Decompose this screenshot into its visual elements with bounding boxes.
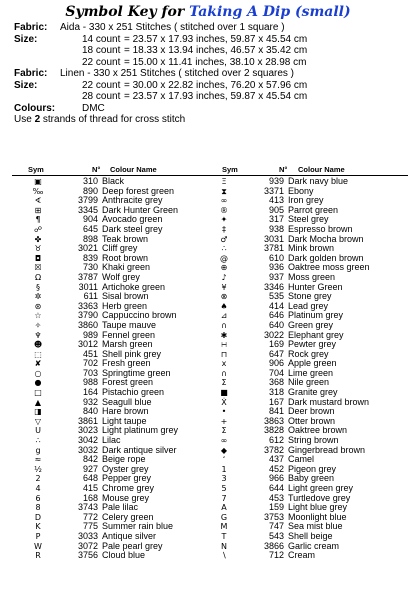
dmc-number: 645 bbox=[82, 223, 98, 234]
dmc-number: 159 bbox=[268, 502, 284, 513]
strands-post: strands of thread for cross stitch bbox=[40, 114, 186, 125]
colour-name: Baby green bbox=[288, 473, 335, 484]
colour-name: Shell beige bbox=[288, 530, 333, 541]
dmc-number: 167 bbox=[268, 396, 284, 407]
dmc-number: 310 bbox=[82, 176, 98, 186]
symbol-icon: ☒ bbox=[34, 263, 42, 273]
colour-name: Dark golden brown bbox=[288, 252, 364, 263]
symbol-icon: ○ bbox=[34, 368, 42, 378]
dmc-number: 612 bbox=[268, 435, 284, 446]
symbol-icon: 8 bbox=[35, 503, 41, 513]
symbol-icon: 3 bbox=[221, 474, 227, 484]
colours-text: DMC bbox=[82, 102, 105, 114]
colour-name: Cliff grey bbox=[102, 243, 138, 254]
symbol-icon: ¶ bbox=[35, 215, 41, 225]
symbol-icon: 7 bbox=[221, 493, 227, 503]
dmc-number: 413 bbox=[268, 195, 284, 206]
symbol-icon: ‰ bbox=[32, 186, 44, 196]
symbol-icon: Σ bbox=[221, 426, 227, 436]
symbol-icon: A bbox=[221, 503, 227, 513]
dmc-number: 927 bbox=[82, 463, 98, 474]
dmc-number: 839 bbox=[82, 252, 98, 263]
colour-name: Dark steel grey bbox=[102, 223, 163, 234]
fabric-row-aida bbox=[14, 22, 414, 34]
dmc-number: 3866 bbox=[263, 540, 284, 551]
dmc-number: 415 bbox=[82, 483, 98, 493]
colour-name: Pigeon grey bbox=[288, 463, 337, 474]
symbol-icon: ʻ bbox=[222, 455, 226, 465]
dmc-number: 368 bbox=[268, 377, 284, 388]
colour-name: Dark Mocha brown bbox=[288, 233, 364, 244]
dmc-number: 611 bbox=[83, 291, 98, 302]
symbol-icon: ✤ bbox=[34, 234, 42, 244]
dmc-number: 3023 bbox=[77, 425, 98, 436]
symbol-icon: ⊿ bbox=[220, 311, 228, 321]
symbol-icon: ☻ bbox=[33, 340, 43, 350]
dmc-number: 3031 bbox=[263, 233, 284, 244]
colour-name: Platinum grey bbox=[288, 310, 344, 321]
symbol-icon: □ bbox=[34, 388, 42, 398]
colour-name: Light green grey bbox=[288, 483, 354, 493]
dmc-number: 3781 bbox=[263, 243, 284, 254]
size-row bbox=[14, 80, 414, 92]
dmc-number: 3033 bbox=[77, 530, 98, 541]
colour-name: Anthracite grey bbox=[102, 195, 163, 206]
size-count: 14 count bbox=[82, 33, 121, 45]
colour-name: Summer rain blue bbox=[102, 521, 174, 532]
dmc-number: 543 bbox=[268, 530, 284, 541]
dmc-number: 168 bbox=[82, 492, 98, 503]
colour-name: Sisal brown bbox=[102, 291, 149, 302]
dmc-number: 3021 bbox=[77, 243, 98, 254]
symbol-icon: @ bbox=[220, 253, 228, 263]
size-row bbox=[14, 91, 414, 103]
fabric-row-linen bbox=[14, 68, 414, 80]
colour-name: Cloud blue bbox=[102, 550, 146, 561]
fabric-label: Fabric: bbox=[14, 68, 48, 79]
dmc-number: 989 bbox=[82, 329, 98, 340]
header-sym-right: Sym bbox=[222, 165, 238, 174]
fabric-text: Aida - 330 x 251 Stitches ( stitched over 1 square ) bbox=[60, 22, 285, 33]
dmc-number: 318 bbox=[268, 387, 284, 398]
dmc-number: 988 bbox=[82, 377, 98, 388]
symbol-icon: Ω bbox=[34, 272, 42, 282]
colour-name: Shell pink grey bbox=[102, 348, 162, 359]
dmc-number: 317 bbox=[268, 214, 284, 225]
fabric-specs bbox=[14, 22, 414, 126]
symbol-icon: ⊓ bbox=[220, 349, 228, 359]
symbol-icon: ♉ bbox=[34, 244, 42, 254]
colour-name: Stone grey bbox=[288, 291, 332, 302]
strands-pre: Use bbox=[14, 114, 35, 125]
size-value: = 15.00 x 11.41 inches, 38.10 x 28.98 cm bbox=[124, 56, 307, 68]
colour-name: Granite grey bbox=[288, 387, 338, 398]
dmc-number: 772 bbox=[82, 511, 98, 522]
dmc-number: 3828 bbox=[263, 425, 284, 436]
symbol-icon: ☍ bbox=[33, 224, 43, 234]
colour-name: Cappuccino brown bbox=[102, 310, 177, 321]
symbol-icon: ¥ bbox=[221, 282, 227, 292]
symbol-icon: ‡ bbox=[222, 224, 226, 234]
dmc-number: 702 bbox=[82, 358, 98, 369]
size-label: Size: bbox=[14, 33, 38, 45]
colour-name: Dark Hunter Green bbox=[102, 204, 179, 215]
colour-name: Wolf grey bbox=[102, 271, 140, 282]
symbol-icon: ∴ bbox=[35, 436, 41, 446]
size-count: 22 count bbox=[82, 56, 121, 68]
symbol-icon: P bbox=[35, 531, 41, 541]
dmc-number: 730 bbox=[82, 262, 98, 273]
symbol-icon: ♠ bbox=[220, 301, 228, 311]
symbol-icon: g bbox=[35, 445, 41, 455]
colour-name: Lime green bbox=[288, 367, 334, 378]
symbol-icon: ∩ bbox=[221, 320, 227, 330]
symbol-icon: U bbox=[35, 426, 41, 436]
colour-name: Pewter grey bbox=[288, 339, 337, 350]
size-value: = 18.33 x 13.94 inches, 46.57 x 35.42 cm bbox=[124, 45, 308, 56]
header-num-right: N° bbox=[279, 165, 288, 174]
dmc-number: 905 bbox=[268, 204, 284, 215]
colour-name: Teak brown bbox=[102, 233, 149, 244]
colour-name: Forest green bbox=[102, 377, 154, 388]
dmc-number: 164 bbox=[82, 387, 98, 398]
dmc-number: 890 bbox=[82, 185, 98, 196]
header-sym-left: Sym bbox=[28, 165, 44, 174]
symbol-icon: ∞ bbox=[220, 436, 228, 446]
colour-name: Springtime green bbox=[102, 367, 171, 378]
dmc-number: 3371 bbox=[263, 185, 284, 196]
dmc-number: 704 bbox=[268, 367, 284, 378]
symbol-icon: x bbox=[221, 359, 227, 369]
colour-name: Iron grey bbox=[288, 195, 324, 206]
colour-name: Rock grey bbox=[288, 348, 329, 359]
colour-name: Chrome grey bbox=[102, 483, 155, 493]
symbol-icon: ✦ bbox=[220, 215, 228, 225]
colour-name: Fennel green bbox=[102, 329, 156, 340]
size-label: Size: bbox=[14, 79, 38, 91]
symbol-icon: ⊞ bbox=[34, 205, 42, 215]
colour-name: Steel grey bbox=[288, 214, 329, 225]
symbol-icon: D bbox=[34, 512, 42, 522]
symbol-icon: ▲ bbox=[34, 397, 42, 407]
dmc-number: 169 bbox=[268, 339, 284, 350]
colour-name: Parrot green bbox=[288, 204, 339, 215]
symbol-icon: ♪ bbox=[221, 272, 227, 282]
colour-name: Espresso brown bbox=[288, 223, 353, 234]
dmc-number: 3790 bbox=[77, 310, 98, 321]
colour-name: Moss green bbox=[288, 271, 336, 282]
colour-name: Celery green bbox=[102, 511, 154, 522]
size-row bbox=[14, 45, 414, 57]
colour-name: Nile green bbox=[288, 377, 330, 388]
dmc-number: 3042 bbox=[77, 435, 98, 446]
dmc-number: 932 bbox=[82, 396, 98, 407]
symbol-icon: ◘ bbox=[34, 253, 42, 263]
dmc-number: 452 bbox=[268, 463, 284, 474]
colour-name: Root brown bbox=[102, 252, 149, 263]
dmc-number: 712 bbox=[268, 550, 284, 561]
symbol-icon: ⊛ bbox=[34, 301, 42, 311]
symbol-icon: ® bbox=[220, 205, 228, 215]
colour-name: Lilac bbox=[102, 435, 121, 446]
dmc-number: 3753 bbox=[263, 511, 284, 522]
title-prefix: Symbol Key for bbox=[65, 4, 185, 20]
symbol-icon: K bbox=[35, 522, 41, 532]
symbol-icon: 6 bbox=[35, 493, 41, 503]
dmc-number: 646 bbox=[268, 310, 284, 321]
dmc-number: 703 bbox=[82, 367, 98, 378]
symbol-icon: 4 bbox=[35, 484, 41, 493]
symbol-icon: § bbox=[36, 282, 40, 292]
dmc-number: 644 bbox=[268, 483, 284, 493]
dmc-number: 937 bbox=[268, 271, 284, 282]
colour-name: Khaki green bbox=[102, 262, 151, 273]
dmc-number: 3012 bbox=[77, 339, 98, 350]
strands-instruction bbox=[14, 114, 414, 126]
dmc-number: 3345 bbox=[77, 204, 98, 215]
dmc-number: 3860 bbox=[77, 319, 98, 330]
colour-name: Hunter Green bbox=[288, 281, 343, 292]
fabric-text: Linen - 330 x 251 Stitches ( stitched over 2 squares ) bbox=[60, 68, 295, 79]
dmc-number: 535 bbox=[268, 291, 284, 302]
dmc-number: 3011 bbox=[78, 281, 98, 292]
colour-name: Camel bbox=[288, 454, 315, 465]
symbol-icon: 5 bbox=[221, 484, 227, 493]
symbol-icon: ■ bbox=[220, 388, 228, 398]
colour-name: Otter brown bbox=[288, 415, 336, 426]
colour-name: Oaktree brown bbox=[288, 425, 348, 436]
size-count: 22 count bbox=[82, 79, 121, 91]
colour-name: Turtledove grey bbox=[288, 492, 351, 503]
symbol-icon: • bbox=[221, 407, 227, 417]
symbol-icon: ∴ bbox=[221, 244, 227, 254]
symbol-icon: ∖ bbox=[221, 551, 227, 561]
symbol-icon: ∢ bbox=[34, 196, 42, 206]
dmc-number: 898 bbox=[82, 233, 98, 244]
symbol-icon: ☆ bbox=[34, 311, 42, 321]
dmc-number: 3346 bbox=[263, 281, 284, 292]
colour-name: Sea mist blue bbox=[288, 521, 343, 532]
dmc-number: 3787 bbox=[77, 271, 98, 282]
colour-name: Light taupe bbox=[102, 415, 147, 426]
symbol-icon: ● bbox=[34, 378, 42, 388]
colour-name: Green grey bbox=[288, 319, 334, 330]
colour-name: Pale lilac bbox=[102, 502, 139, 513]
dmc-number: 648 bbox=[82, 473, 98, 484]
title-design-name: Taking A Dip (small) bbox=[189, 4, 351, 20]
dmc-number: 936 bbox=[268, 262, 284, 273]
colour-name: Pale pearl grey bbox=[102, 540, 163, 551]
colour-name: Hare brown bbox=[102, 406, 149, 417]
colours-row bbox=[14, 103, 414, 115]
dmc-number: 938 bbox=[268, 223, 284, 234]
symbol-icon: ⬚ bbox=[34, 349, 42, 359]
symbol-icon: ⊕ bbox=[220, 263, 228, 273]
colour-name: Black bbox=[102, 176, 125, 186]
dmc-number: 906 bbox=[268, 358, 284, 369]
size-count: 28 count bbox=[82, 91, 121, 102]
dmc-number: 3861 bbox=[77, 415, 98, 426]
dmc-number: 647 bbox=[268, 348, 284, 359]
symbol-icon: + bbox=[220, 416, 228, 426]
colour-name: Deep forest green bbox=[102, 185, 175, 196]
dmc-number: 841 bbox=[268, 406, 284, 417]
size-count: 18 count bbox=[82, 45, 121, 56]
colour-name: Moonlight blue bbox=[288, 511, 347, 522]
symbol-icon: 1 bbox=[221, 464, 227, 474]
colour-name: Elephant grey bbox=[288, 329, 344, 340]
colours-label: Colours: bbox=[14, 102, 56, 114]
colour-name: Artichoke green bbox=[102, 281, 166, 292]
colour-name: Mink brown bbox=[288, 243, 335, 254]
dmc-number: 775 bbox=[82, 521, 98, 532]
symbol-icon: M bbox=[220, 522, 228, 532]
colour-name: Beige rope bbox=[102, 454, 146, 465]
header-name-right: Colour Name bbox=[298, 165, 345, 174]
symbol-icon: ∞ bbox=[220, 196, 228, 206]
dmc-number: 3072 bbox=[77, 540, 98, 551]
colour-name: Oaktree moss green bbox=[288, 262, 370, 273]
dmc-number: 610 bbox=[268, 252, 284, 263]
symbol-icon: W bbox=[34, 541, 42, 551]
dmc-number: 453 bbox=[268, 492, 284, 503]
colour-name: Light platinum grey bbox=[102, 425, 179, 436]
symbol-icon: ▽ bbox=[34, 416, 42, 426]
colour-name: Seagull blue bbox=[102, 396, 152, 407]
colour-name: Avocado green bbox=[102, 214, 163, 225]
symbol-icon: ✱ bbox=[220, 330, 228, 340]
symbol-icon: ▣ bbox=[34, 177, 42, 186]
symbol-icon: ♆ bbox=[34, 330, 42, 340]
dmc-number: 3743 bbox=[77, 502, 98, 513]
symbol-icon: Ξ bbox=[221, 177, 227, 186]
size-row bbox=[14, 34, 414, 46]
header-num-left: N° bbox=[92, 165, 101, 174]
strands-number: 2 bbox=[34, 114, 41, 125]
colour-name: Dark antique silver bbox=[102, 444, 177, 455]
dmc-number: 842 bbox=[82, 454, 98, 465]
colour-name: Ebony bbox=[288, 185, 314, 196]
symbol-icon: ◆ bbox=[220, 445, 228, 455]
colour-name: Oyster grey bbox=[102, 463, 149, 474]
page-title bbox=[0, 4, 416, 20]
colour-name: Deer brown bbox=[288, 406, 335, 417]
colour-name: Marsh green bbox=[102, 339, 153, 350]
colour-name: Mouse grey bbox=[102, 492, 150, 503]
dmc-number: 904 bbox=[82, 214, 98, 225]
dmc-number: 3863 bbox=[263, 415, 284, 426]
dmc-number: 939 bbox=[268, 176, 284, 186]
symbol-icon: Σ bbox=[221, 378, 227, 388]
dmc-number: 3022 bbox=[263, 329, 284, 340]
symbol-icon: 2 bbox=[35, 474, 41, 484]
symbol-icon: ⊗ bbox=[220, 292, 228, 302]
size-value: = 23.57 x 17.93 inches, 59.87 x 45.54 cm bbox=[124, 33, 308, 45]
size-value: = 23.57 x 17.93 inches, 59.87 x 45.54 cm bbox=[124, 91, 308, 102]
dmc-number: 966 bbox=[268, 473, 284, 484]
dmc-number: 840 bbox=[82, 406, 98, 417]
symbol-icon: ∩ bbox=[221, 368, 227, 378]
symbol-icon: ♂ bbox=[220, 234, 228, 244]
colour-name: Cream bbox=[288, 550, 316, 561]
symbol-icon: ✘ bbox=[34, 359, 42, 369]
colour-name: Dark mustard brown bbox=[288, 396, 370, 407]
symbol-icon: ◨ bbox=[34, 407, 42, 417]
dmc-number: 451 bbox=[82, 348, 98, 359]
dmc-number: 3756 bbox=[77, 550, 98, 561]
dmc-number: 3032 bbox=[77, 444, 98, 455]
colour-name: Gingerbread brown bbox=[288, 444, 366, 455]
symbol-icon: ∺ bbox=[220, 340, 228, 350]
colour-name: Garlic cream bbox=[288, 540, 340, 551]
dmc-number: 3782 bbox=[263, 444, 284, 455]
dmc-number: 3799 bbox=[77, 195, 98, 206]
symbol-icon: ⧗ bbox=[221, 186, 227, 196]
symbol-icon: ✲ bbox=[34, 292, 42, 302]
dmc-number: 747 bbox=[268, 521, 284, 532]
symbol-icon: T bbox=[221, 531, 227, 541]
colour-name: Dark navy blue bbox=[288, 176, 349, 186]
colour-name: Taupe mauve bbox=[102, 319, 157, 330]
colour-name: Pistachio green bbox=[102, 387, 165, 398]
symbol-icon: ≈ bbox=[34, 455, 42, 465]
dmc-number: 437 bbox=[268, 454, 284, 465]
colour-name: Pepper grey bbox=[102, 473, 152, 484]
colour-name: Herb green bbox=[102, 300, 148, 311]
colour-name: Fresh green bbox=[102, 358, 151, 369]
symbol-icon: ✧ bbox=[34, 320, 42, 330]
fabric-label: Fabric: bbox=[14, 22, 48, 33]
header-name-left: Colour Name bbox=[110, 165, 157, 174]
dmc-number: 414 bbox=[268, 300, 284, 311]
symbol-icon: R bbox=[35, 551, 41, 561]
colour-name: String brown bbox=[288, 435, 339, 446]
colour-name: Lead grey bbox=[288, 300, 329, 311]
dmc-number: 640 bbox=[268, 319, 284, 330]
colour-name: Apple green bbox=[288, 358, 337, 369]
symbol-icon: ½ bbox=[34, 464, 42, 474]
colour-name: Antique silver bbox=[102, 530, 157, 541]
dmc-number: 3363 bbox=[77, 300, 98, 311]
size-row bbox=[14, 57, 414, 69]
symbol-icon: N bbox=[221, 541, 227, 551]
symbol-icon: G bbox=[220, 512, 228, 522]
symbol-icon: Ẋ bbox=[221, 397, 227, 407]
colour-name: Light blue grey bbox=[288, 502, 348, 513]
size-value: = 30.00 x 22.82 inches, 76.20 x 57.96 cm bbox=[124, 79, 308, 91]
